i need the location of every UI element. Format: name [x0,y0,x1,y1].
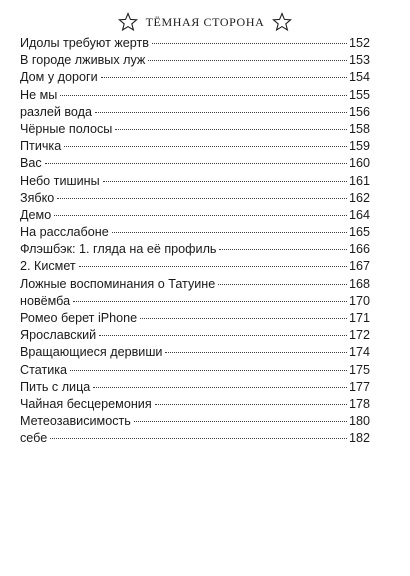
toc-entry [20,430,370,447]
dot-leader [165,352,347,353]
star-outline-icon [272,12,292,32]
table-of-contents [20,35,370,448]
toc-entry-page-number: 154 [348,70,370,85]
toc-entry-title: Не мы [20,87,58,102]
toc-entry-title: Чёрные полосы [20,121,113,136]
toc-entry-title: Птичка [20,139,62,154]
toc-entry-page-number: 182 [348,431,370,446]
section-title: ТЁМНАЯ СТОРОНА [145,14,265,29]
dot-leader [64,146,347,147]
toc-entry [20,224,370,241]
toc-entry-page-number: 172 [348,328,370,343]
toc-entry-page-number: 171 [348,311,370,325]
toc-entry-title: Ярославский [20,328,97,343]
dot-leader [155,404,347,405]
toc-entry [20,276,370,293]
toc-entry-page-number: 180 [348,414,370,429]
toc-entry-title: 2. Кисмет [20,259,76,274]
toc-entry-title: Демо [20,207,52,222]
toc-entry-page-number: 166 [348,242,370,257]
dot-leader [140,318,347,319]
toc-entry-page-number: 159 [348,139,370,154]
toc-entry-page-number: 170 [348,293,370,308]
toc-entry-title: Вращающиеся дервиши [20,345,163,360]
toc-entry [20,190,370,207]
toc-entry-page-number: 153 [348,53,370,68]
toc-entry [20,52,370,69]
toc-entry-page-number: 156 [348,104,370,119]
toc-entry-page-number: 160 [348,156,370,171]
dot-leader [70,370,347,371]
toc-entry-page-number: 158 [348,121,370,136]
toc-entry-page-number: 162 [348,190,370,205]
toc-entry [20,241,370,258]
dot-leader [73,301,347,302]
toc-entry [20,310,370,327]
dot-leader [112,232,347,233]
dot-leader [152,43,347,44]
toc-entry-page-number: 175 [348,362,370,377]
dot-leader [134,421,347,422]
toc-entry [20,69,370,86]
toc-entry [20,207,370,224]
toc-entry [20,121,370,138]
toc-entry-page-number: 164 [348,207,370,222]
dot-leader [103,181,347,182]
toc-entry [20,173,370,190]
toc-entry [20,104,370,121]
dot-leader [115,129,347,130]
dot-leader [60,95,347,96]
toc-entry-title: Дом у дороги [20,70,98,85]
toc-entry-page-number: 168 [348,276,370,291]
dot-leader [45,163,347,164]
toc-entry [20,327,370,344]
dot-leader [79,266,347,267]
toc-entry-title: На расслабоне [20,225,109,240]
toc-entry [20,362,370,379]
dot-leader [57,198,347,199]
toc-entry [20,138,370,155]
toc-entry [20,87,370,104]
toc-entry-page-number: 174 [348,345,370,360]
toc-entry [20,379,370,396]
toc-entry-title: Чайная бесцеремония [20,396,152,411]
toc-entry-title: Ложные воспоминания о Татуине [20,276,216,291]
toc-entry-page-number: 165 [348,225,370,240]
toc-entry-title: новёмба [20,293,71,308]
dot-leader [219,249,347,250]
toc-entry-title: разлей вода [20,104,93,119]
toc-entry-page-number: 152 [348,36,370,50]
running-header [0,9,410,35]
dot-leader [54,215,347,216]
toc-entry-page-number: 155 [348,87,370,102]
dot-leader [101,77,347,78]
toc-entry [20,344,370,361]
dot-leader [50,438,347,439]
toc-entry [20,413,370,430]
dot-leader [93,387,347,388]
toc-entry [20,396,370,413]
toc-entry-title: Идолы требуют жертв [20,36,149,50]
toc-entry-page-number: 177 [348,379,370,394]
toc-entry-title: себе [20,431,48,446]
toc-entry-title: Флэшбэк: 1. гляда на её профиль [20,242,217,257]
toc-entry-page-number: 178 [348,396,370,411]
toc-entry-page-number: 161 [348,173,370,188]
toc-entry [20,155,370,172]
toc-entry-title: Статика [20,362,68,377]
toc-entry [20,258,370,275]
toc-entry-title: В городе лживых луж [20,53,146,68]
dot-leader [95,112,347,113]
toc-entry-title: Ромео берет iPhone [20,311,138,325]
toc-entry-title: Вас [20,156,42,171]
toc-entry-title: Небо тишины [20,173,100,188]
toc-entry-title: Пить с лица [20,379,91,394]
toc-entry [20,293,370,310]
toc-entry-page-number: 167 [348,259,370,274]
dot-leader [218,284,347,285]
star-outline-icon [118,12,138,32]
dot-leader [148,60,347,61]
toc-entry-title: Зябко [20,190,55,205]
toc-entry [20,35,370,52]
dot-leader [99,335,347,336]
toc-entry-title: Метеозависимость [20,414,131,429]
